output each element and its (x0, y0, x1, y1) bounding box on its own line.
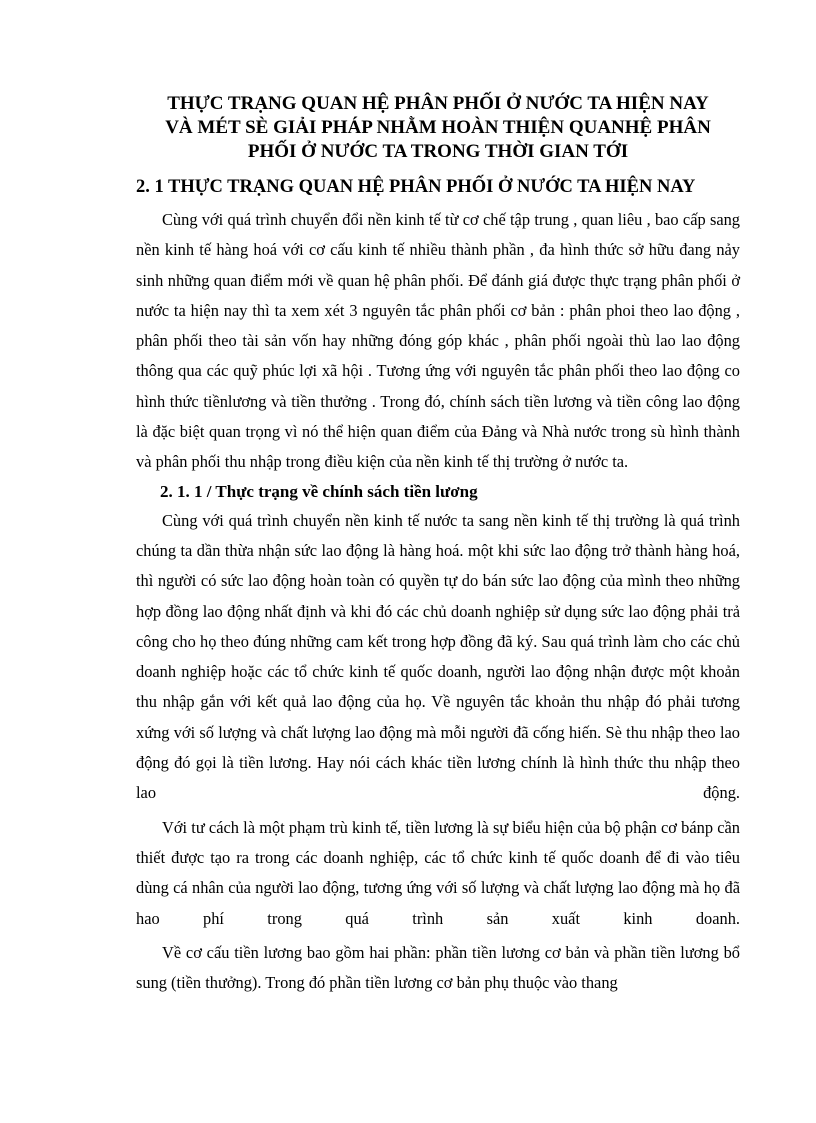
section-heading: 2. 1 THỰC TRẠNG QUAN HỆ PHÂN PHỐI Ở NƯỚC TA HIỆN NAY (136, 177, 696, 197)
title-line-2: VÀ MÉT SÈ GIẢI PHÁP NHẰM HOÀN THIỆN QUANHỆ PHÂN (165, 117, 711, 138)
paragraph-1: Cùng với quá trình chuyển nền kinh tế nước ta sang nền kinh tế thị trường là quá trình chúng ta dần thừa nhận sức lao động là hàng hoá. một khi sức lao động trở thành hàng hoá, thì người có sức lao động hoàn toàn có quyền tự do bán sức lao động của mình theo những hợp đồng lao động nhất định và khi đó các chủ doanh nghiệp sử dụng sức lao động phải trả công cho họ theo đúng những cam kết trong hợp đồng đã ký. Sau quá trình làm cho các chủ doanh nghiệp hoặc các tổ chức kinh tế quốc doanh, người lao động nhận được một khoản thu nhập gắn với kết quả lao động của họ. Về nguyên tắc khoản thu nhập đó phải tương xứng với số lượng và chất lượng lao động mà mỗi người đã cống hiến. Sè thu nhập theo lao động đó gọi là tiền lương. Hay nói cách khác tiền lương chính là hình thức thu nhập theo lao động. (136, 510, 740, 803)
sub-heading: 2. 1. 1 / Thực trạng về chính sách tiền lương (160, 481, 478, 501)
document-page (136, 92, 740, 998)
document-title (136, 92, 740, 164)
title-line-1: THỰC TRẠNG QUAN HỆ PHÂN PHỐI Ở NƯỚC TA HIỆN NAY (167, 93, 709, 114)
title-line-3: PHỐI Ở NƯỚC TA TRONG THỜI GIAN TỚI (247, 141, 629, 162)
paragraph-2: Với tư cách là một phạm trù kinh tế, tiền lương là sự biểu hiện của bộ phận cơ bánp cần thiết được tạo ra trong các doanh nghiệp, các tổ chức kinh tế quốc doanh để đi vào tiêu dùng cá nhân của người lao động, tương ứng với số lượng và chất lượng lao động mà họ đã hao phí trong quá trình sản xuất kinh doanh. (136, 817, 740, 928)
paragraph-3: Về cơ cấu tiền lương bao gồm hai phần: phần tiền lương cơ bản và phần tiền lương bổ sung (tiền thưởng). Trong đó phần tiền lương cơ bản phụ thuộc vào thang (136, 942, 740, 993)
intro-paragraph: Cùng với quá trình chuyển đổi nền kinh tế từ cơ chế tập trung , quan liêu , bao cấp sang nền kinh tế hàng hoá với cơ cấu kinh tế nhiều thành phần , đa hình thức sở hữu đang nảy sinh những quan điểm mới về quan hệ phân phối. Để đánh giá được thực trạng phân phối ở nước ta hiện nay thì ta xem xét 3 nguyên tắc phân phối cơ bản : phân phoi theo lao động , phân phối theo tài sản vốn hay những đóng góp khác , phân phối ngoài thù lao lao động thông qua các quỹ phúc lợi xã hội . Tương ứng với nguyên tắc phân phối theo lao động co hình thức tiềnlương và tiền thưởng . Trong đó, chính sách tiền lương và tiền công lao động là đặc biệt quan trọng vì nó thể hiện quan điểm của Đảng và Nhà nước trong sù hình thành và phân phối thu nhập trong điều kiện của nền kinh tế thị trường ở nước ta. (136, 210, 740, 472)
